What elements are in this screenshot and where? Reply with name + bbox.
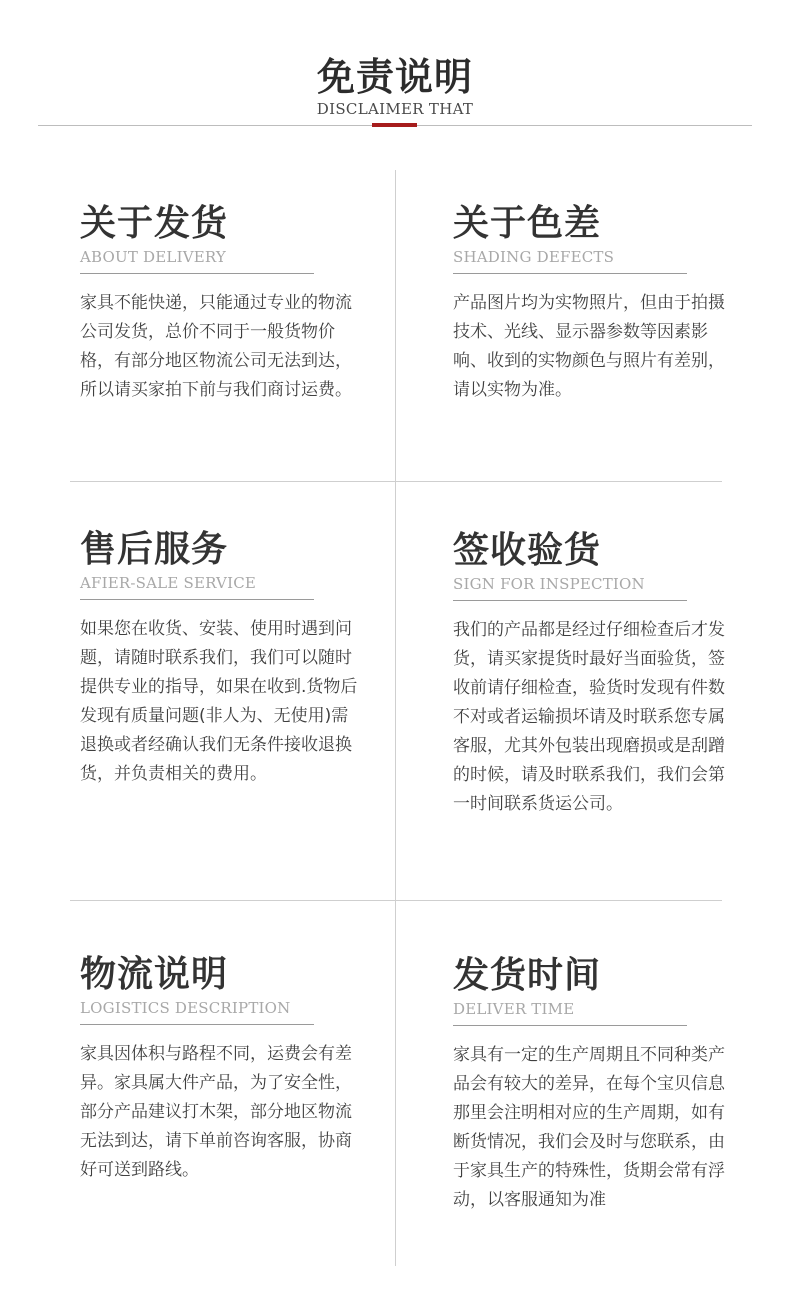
section-title: 关于发货	[80, 202, 229, 244]
section-subtitle: SIGN FOR INSPECTION	[453, 575, 645, 593]
section-logistics	[80, 952, 370, 1185]
section-body: 家具因体积与路程不同，运费会有差异。家具属大件产品，为了安全性，部分产品建议打木架，部分地区物流无法到达，请下单前咨询客服，协商好可送到路线。	[80, 1044, 352, 1180]
section-sign-for-inspection	[453, 528, 743, 819]
section-body: 家具不能快递，只能通过专业的物流公司发货，总价不同于一般货物价格，有部分地区物流公司无法到达，所以请买家拍下前与我们商讨运费。	[80, 293, 352, 400]
section-subtitle: ABOUT DELIVERY	[80, 248, 227, 266]
section-title: 物流说明	[80, 953, 229, 995]
disclaimer-header	[0, 0, 790, 130]
grid-vertical-divider	[395, 170, 396, 1266]
section-divider	[80, 1024, 314, 1025]
section-deliver-time	[453, 953, 743, 1215]
grid-horizontal-divider-1	[70, 481, 722, 482]
grid-horizontal-divider-2	[70, 900, 722, 901]
section-title: 关于色差	[453, 202, 602, 244]
section-divider	[453, 1025, 687, 1026]
section-title: 售后服务	[80, 528, 229, 570]
section-body: 产品图片均为实物照片，但由于拍摄技术、光线、显示器参数等因素影响、收到的实物颜色与照片有差别，请以实物为准。	[453, 293, 725, 400]
page-subtitle: DISCLAIMER THAT	[316, 100, 474, 118]
section-shading-defects	[453, 201, 743, 405]
section-subtitle: SHADING DEFECTS	[453, 248, 615, 266]
header-accent-bar	[372, 123, 417, 127]
section-divider	[453, 273, 687, 274]
section-divider	[80, 273, 314, 274]
section-subtitle: AFIER-SALE SERVICE	[80, 574, 257, 592]
section-title: 签收验货	[453, 529, 602, 571]
section-subtitle: DELIVER TIME	[453, 1000, 575, 1018]
section-divider	[453, 600, 687, 601]
page-title: 免责说明	[316, 54, 473, 99]
section-subtitle: LOGISTICS DESCRIPTION	[80, 999, 291, 1017]
section-delivery	[80, 201, 370, 405]
section-body: 我们的产品都是经过仔细检查后才发货，请买家提货时最好当面验货，签收前请仔细检查，验货时发现有件数不对或者运输损坏请及时联系您专属客服，尤其外包装出现磨损或是刮蹭的时候，请及时联系我们，我们会第一时间联系货运公司。	[453, 620, 725, 814]
section-after-sale-service	[80, 527, 370, 789]
section-title: 发货时间	[453, 954, 602, 996]
section-body: 如果您在收货、安装、使用时遇到问题，请随时联系我们，我们可以随时提供专业的指导，如果在收到.货物后发现有质量问题(非人为、无使用)需退换或者经确认我们无条件接收退换货，并负责相关的费用。	[80, 619, 358, 784]
section-divider	[80, 599, 314, 600]
section-body: 家具有一定的生产周期且不同种类产品会有较大的差异，在每个宝贝信息那里会注明相对应的生产周期，如有断货情况，我们会及时与您联系，由于家具生产的特殊性，货期会常有浮动，以客服通知为准	[453, 1045, 725, 1210]
